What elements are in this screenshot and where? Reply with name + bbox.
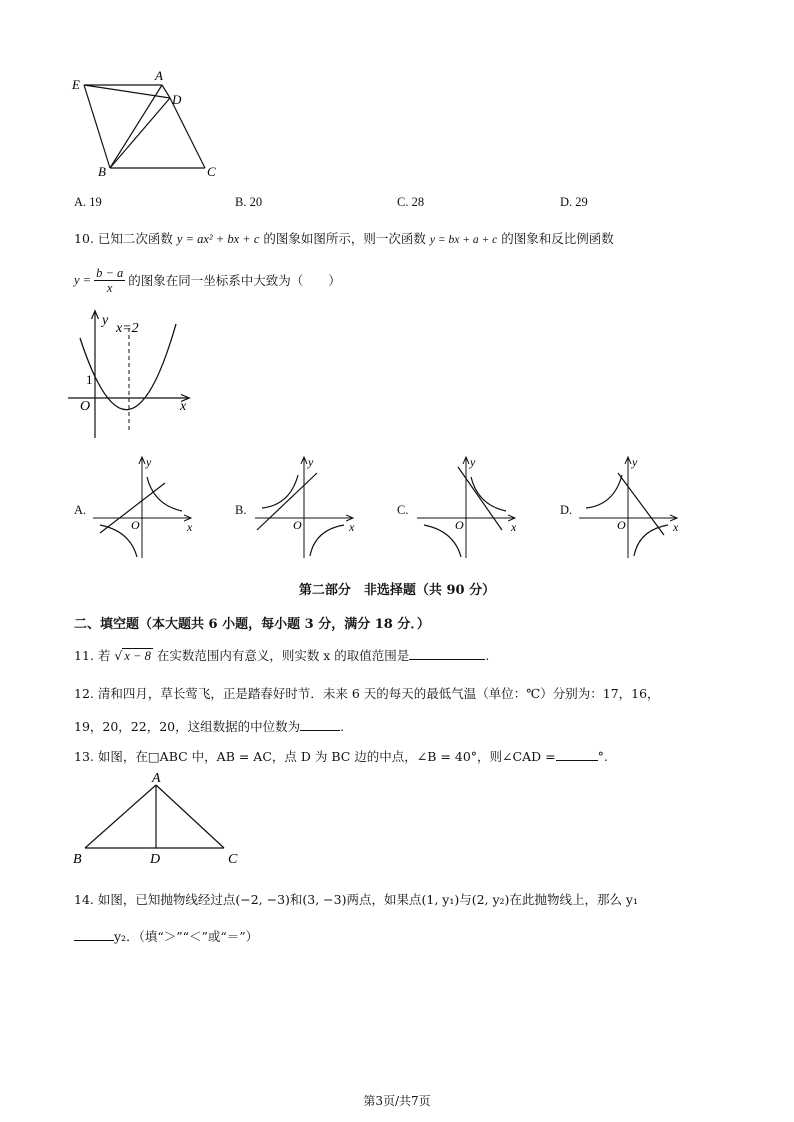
page-footer: 第3页/共7页 xyxy=(363,1094,431,1108)
q10-graph-one-label: 1 xyxy=(86,372,93,387)
q12-end: . xyxy=(340,719,345,734)
q10-option-c-x: x xyxy=(511,520,517,534)
q13-label-a: A xyxy=(152,772,161,786)
q11-radicand: x − 8 xyxy=(124,649,151,663)
q11-post: 在实数范围内有意义，则实数 x 的取值范围是 xyxy=(156,648,410,663)
q14-answer-blank[interactable] xyxy=(74,929,114,941)
q10-parabola-graph xyxy=(68,308,198,443)
q10-option-b-o: O xyxy=(293,518,302,532)
q10-number: 10. xyxy=(74,231,94,246)
q10-eq1: y = ax² + bx + c xyxy=(176,232,260,246)
q10-option-c-o: O xyxy=(455,518,464,532)
q10-fraction xyxy=(94,266,125,295)
section2-title: 二、填空题（本大题共 6 小题，每小题 3 分，满分 18 分．） xyxy=(74,617,430,632)
part2-title: 第二部分 非选择题（共 90 分） xyxy=(298,583,496,598)
q10-option-d-letter: D. xyxy=(560,503,573,517)
q9-option-d: D. 29 xyxy=(560,195,588,209)
q13-text: 如图，在□ABC 中，AB = AC，点 D 为 BC 边的中点，∠B = 40°，则∠CAD = xyxy=(97,749,556,764)
q13-end: °. xyxy=(597,749,608,764)
q10-option-c-y: y xyxy=(470,455,476,469)
q11-pre: 若 xyxy=(97,648,111,663)
q10-graph-y-label: y xyxy=(102,313,109,328)
q9-label-d: D xyxy=(172,92,182,107)
q10-frac-den: x xyxy=(106,280,113,295)
q9-option-b: B. 20 xyxy=(235,195,263,209)
q10-line2-suffix: 的图象在同一坐标系中大致为（ ） xyxy=(128,273,341,288)
q13-label-d: D xyxy=(150,852,161,867)
q11-number: 11. xyxy=(74,648,94,663)
q10-line1 xyxy=(74,229,614,247)
q14-line1: 14. 如图，已知抛物线经过点(−2, −3)和(3, −3)两点，如果点(1, y₁)与(2, y₂)在此抛物线上，那么 y₁ xyxy=(74,892,638,907)
q10-option-a-o: O xyxy=(131,518,140,532)
q10-option-b-x: x xyxy=(349,520,355,534)
q10-suffix: 的图象和反比例函数 xyxy=(501,231,614,246)
q10-option-c-graph xyxy=(414,455,524,560)
q11-line xyxy=(74,646,489,664)
q10-graph-o-label: O xyxy=(80,399,91,414)
q12-line2 xyxy=(74,717,344,735)
q10-line2 xyxy=(74,264,341,296)
q14-line2-text: y₂．（填“＞”“＜”或“＝”） xyxy=(114,929,259,944)
q9-option-c: C. 28 xyxy=(397,195,425,209)
q10-option-c-letter: C. xyxy=(397,503,409,517)
q9-label-a: A xyxy=(155,68,163,83)
q13-line xyxy=(74,747,608,765)
q9-label-b: B xyxy=(98,164,106,179)
q13-figure xyxy=(70,772,250,867)
q11-answer-blank[interactable] xyxy=(409,648,485,660)
q9-label-c: C xyxy=(207,164,216,179)
q13-number: 13. xyxy=(74,749,94,764)
q14-line2 xyxy=(74,927,258,945)
q12-answer-blank[interactable] xyxy=(300,719,340,731)
q13-label-b: B xyxy=(73,852,82,867)
q11-sqrt-symbol: √ xyxy=(114,648,123,663)
q9-option-a: A. 19 xyxy=(74,195,102,209)
q10-option-d-graph xyxy=(576,455,686,560)
q10-frac-num: b − a xyxy=(96,265,124,280)
q10-option-a-graph xyxy=(90,455,200,560)
q10-option-b-y: y xyxy=(308,455,314,469)
q10-eq2: y = bx + a + c xyxy=(429,234,498,246)
q10-option-a-x: x xyxy=(187,520,193,534)
q9-figure xyxy=(70,68,230,183)
q12-line1: 12. 清和四月，草长莺飞，正是踏春好时节．未来 6 天的每天的最低气温（单位：℃）分别为：17，16， xyxy=(74,686,660,701)
q10-option-a-y: y xyxy=(146,455,152,469)
q13-label-c: C xyxy=(228,852,238,867)
q10-prefix: 已知二次函数 xyxy=(97,231,173,246)
q10-option-b-graph xyxy=(252,455,362,560)
q10-option-d-y: y xyxy=(632,455,638,469)
q10-option-b-letter: B. xyxy=(235,503,247,517)
q10-graph-x-label: x xyxy=(180,399,187,414)
q9-label-e: E xyxy=(72,77,80,92)
q13-answer-blank[interactable] xyxy=(556,749,598,761)
q12-line2-text: 19，20，22，20，这组数据的中位数为 xyxy=(74,719,301,734)
q10-option-d-o: O xyxy=(617,518,626,532)
q10-option-d-x: x xyxy=(673,520,679,534)
q10-option-a-letter: A. xyxy=(74,503,87,517)
q11-end: . xyxy=(485,648,490,663)
q10-y-eq: y = xyxy=(74,272,92,287)
q10-graph-axis-label: x=2 xyxy=(116,321,139,336)
q10-mid: 的图象如图所示，则一次函数 xyxy=(263,231,426,246)
